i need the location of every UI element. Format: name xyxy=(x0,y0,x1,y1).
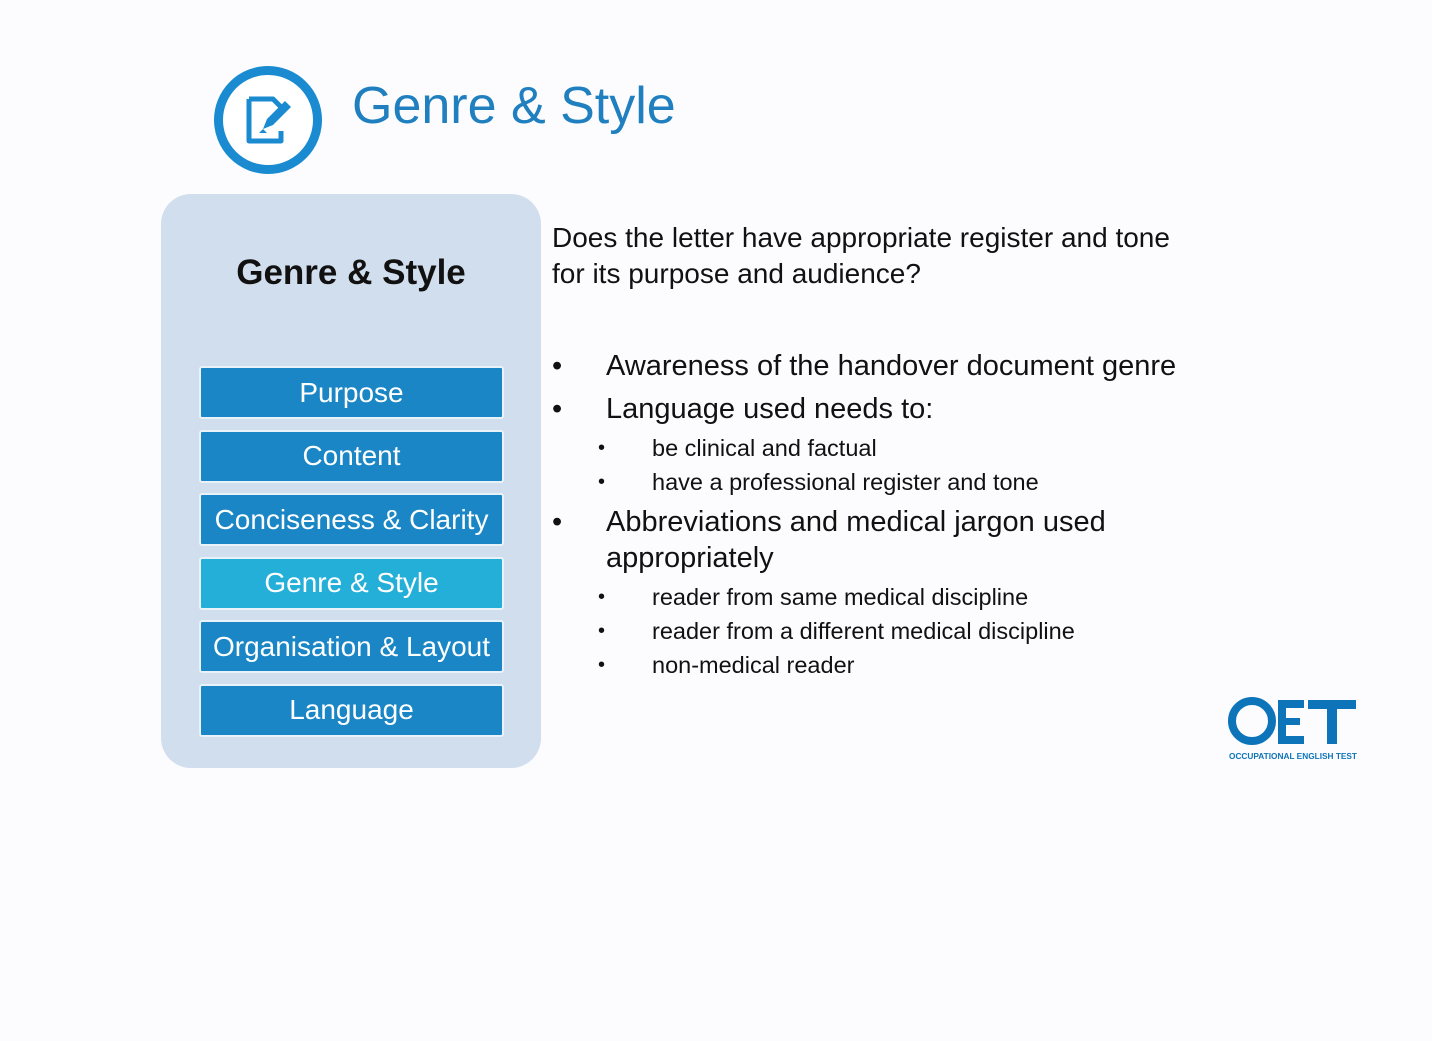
page-title: Genre & Style xyxy=(352,77,676,135)
bullet-item xyxy=(552,504,1166,576)
sub-bullet-item xyxy=(552,434,1252,462)
sub-bullet-item xyxy=(552,651,1252,679)
bullet-text: Abbreviations and medical jargon used appropriately xyxy=(606,506,1106,574)
nav-item-purpose[interactable]: Purpose xyxy=(199,366,504,419)
sub-bullet-item xyxy=(552,583,1252,611)
panel-title: Genre & Style xyxy=(236,253,466,292)
nav-item-conciseness-clarity[interactable]: Conciseness & Clarity xyxy=(199,493,504,546)
bullet-point: • xyxy=(552,393,563,425)
sub-bullet-text: have a professional register and tone xyxy=(652,469,1039,495)
guiding-question: Does the letter have appropriate register and tone for its purpose and audience? xyxy=(552,222,1170,289)
bullet-point: • xyxy=(598,437,606,459)
criteria-nav xyxy=(199,366,504,747)
edit-document-icon xyxy=(214,66,322,174)
bullet-point: • xyxy=(552,506,563,538)
criteria-panel xyxy=(161,194,541,768)
nav-item-organisation-layout[interactable]: Organisation & Layout xyxy=(199,620,504,673)
sub-bullet-item xyxy=(552,468,1252,496)
nav-item-content[interactable]: Content xyxy=(199,430,504,483)
bullet-point: • xyxy=(598,654,606,676)
nav-item-genre-style[interactable]: Genre & Style xyxy=(199,557,504,610)
sub-bullet-list xyxy=(552,434,1252,496)
bullet-item xyxy=(552,391,1252,427)
sub-bullet-text: reader from same medical discipline xyxy=(652,584,1029,610)
sub-bullet-text: be clinical and factual xyxy=(652,435,877,461)
nav-item-language[interactable]: Language xyxy=(199,684,504,737)
sub-bullet-text: non-medical reader xyxy=(652,652,855,678)
sub-bullet-text: reader from a different medical discipline xyxy=(652,618,1075,644)
oet-logo xyxy=(1228,697,1358,765)
bullet-text: Awareness of the handover document genre xyxy=(606,350,1177,382)
sub-bullet-list xyxy=(552,583,1252,679)
criteria-bullet-list xyxy=(552,348,1252,687)
bullet-point: • xyxy=(598,620,606,642)
bullet-text: Language used needs to: xyxy=(606,393,934,425)
logo-tagline: OCCUPATIONAL ENGLISH TEST xyxy=(1229,751,1358,761)
sub-bullet-item xyxy=(552,617,1252,645)
bullet-item xyxy=(552,348,1252,384)
bullet-point: • xyxy=(552,350,563,382)
bullet-point: • xyxy=(598,586,606,608)
bullet-point: • xyxy=(598,471,606,493)
